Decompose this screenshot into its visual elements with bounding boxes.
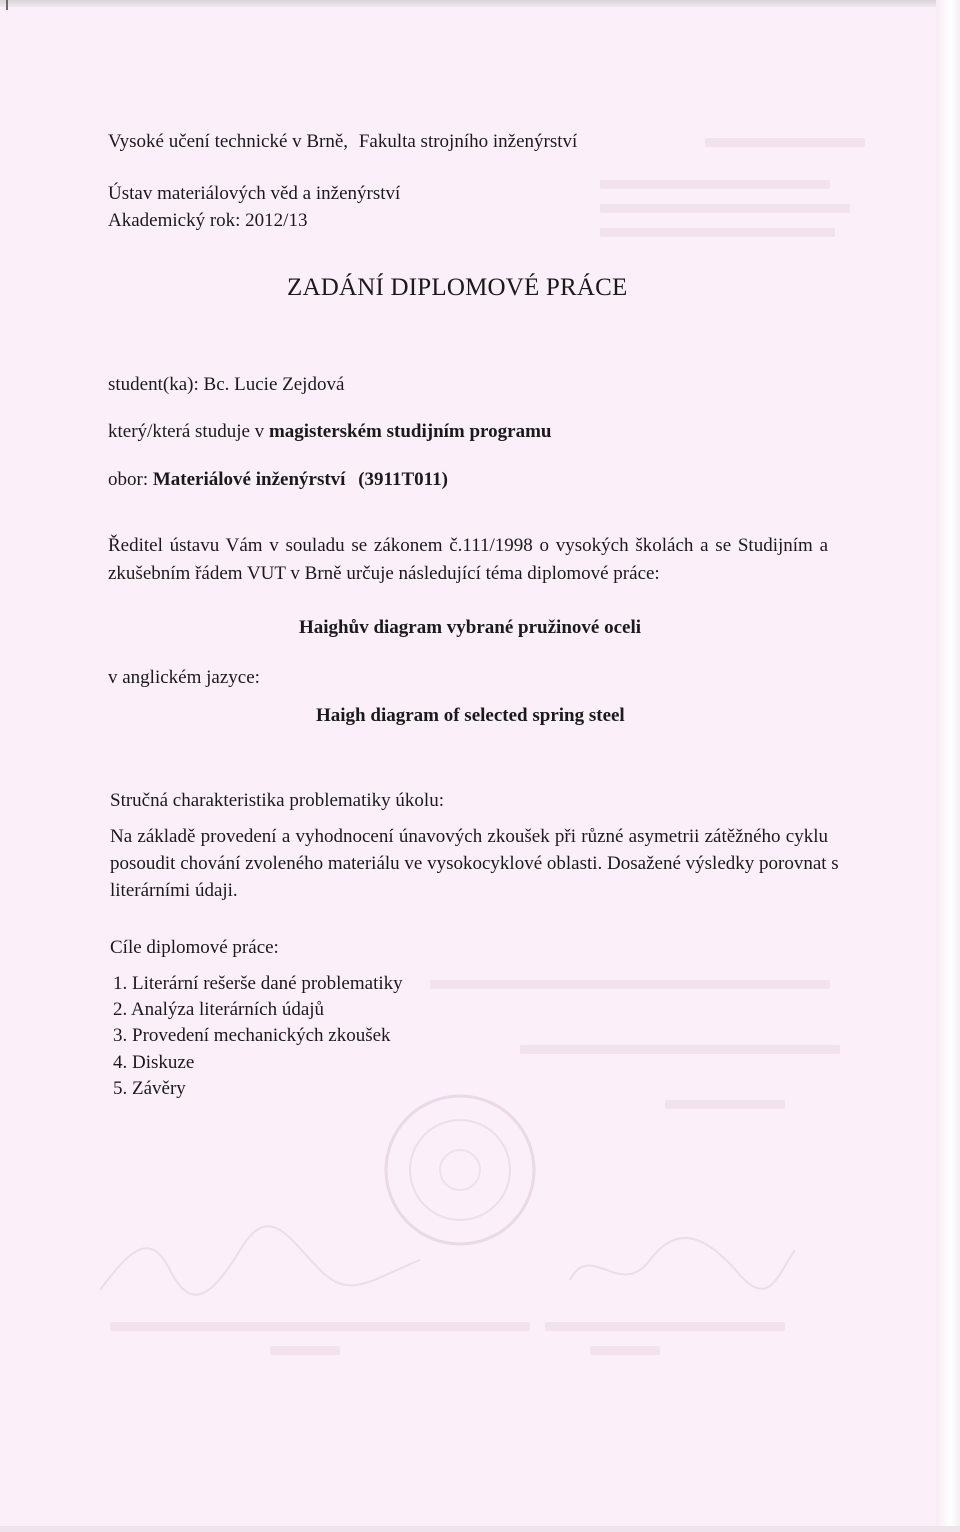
characteristics-line-3: literárními údaji.: [110, 880, 238, 901]
field-code: (3911T011): [358, 469, 448, 490]
list-item: 1. Literární rešerše dané problematiky: [113, 973, 403, 994]
goals-label: Cíle diplomové práce:: [110, 937, 279, 958]
scan-mark: [6, 0, 8, 10]
signature-right: [560, 1220, 800, 1310]
field-name: Materiálové inženýrství: [152, 469, 346, 490]
program-prefix: který/která studuje v: [108, 421, 265, 442]
characteristics-line-2: posoudit chování zvoleného materiálu ve vysokocyklové oblasti. Dosažené výsledky porovnat s: [110, 853, 839, 874]
scan-edge-top: [0, 0, 960, 7]
list-item: 2. Analýza literárních údajů: [113, 999, 325, 1020]
topic-czech: Haighův diagram vybrané pružinové oceli: [299, 617, 641, 638]
topic-english: Haigh diagram of selected spring steel: [316, 705, 625, 726]
program-name: magisterském studijním programu: [268, 421, 552, 442]
header-university: Vysoké učení technické v Brně,: [108, 131, 349, 152]
list-item: 4. Diskuze: [113, 1052, 195, 1073]
list-item: 3. Provedení mechanických zkoušek: [113, 1025, 391, 1046]
student-label: student(ka):: [108, 374, 199, 395]
director-text-line-1: Ředitel ústavu Vám v souladu se zákonem č.111/1998 o vysokých školách a se Studijním a: [108, 535, 828, 556]
student-line: [108, 374, 344, 396]
header-academic-year: Akademický rok: 2012/13: [108, 210, 308, 231]
header-university-line: [108, 131, 577, 153]
topic-english-label: v anglickém jazyce:: [108, 667, 260, 688]
list-item: 5. Závěry: [113, 1078, 186, 1099]
scan-edge-right: [936, 0, 960, 1532]
director-text-line-2: zkušebním řádem VUT v Brně určuje následující téma diplomové práce:: [108, 563, 660, 584]
signature-left: [90, 1210, 430, 1320]
characteristics-line-1: Na základě provedení a vyhodnocení únavových zkoušek při různé asymetrii zátěžného cyklu: [110, 826, 828, 847]
header-institute: Ústav materiálových věd a inženýrství: [108, 183, 401, 204]
header-faculty: Fakulta strojního inženýrství: [358, 131, 578, 152]
program-line: [108, 421, 551, 443]
field-line: [108, 469, 448, 491]
characteristics-label: Stručná charakteristika problematiky úkolu:: [110, 790, 444, 811]
page-title: ZADÁNÍ DIPLOMOVÉ PRÁCE: [287, 274, 628, 301]
student-name: Bc. Lucie Zejdová: [203, 374, 345, 395]
field-label: obor:: [108, 469, 149, 490]
scan-edge-bottom: [0, 1526, 960, 1532]
